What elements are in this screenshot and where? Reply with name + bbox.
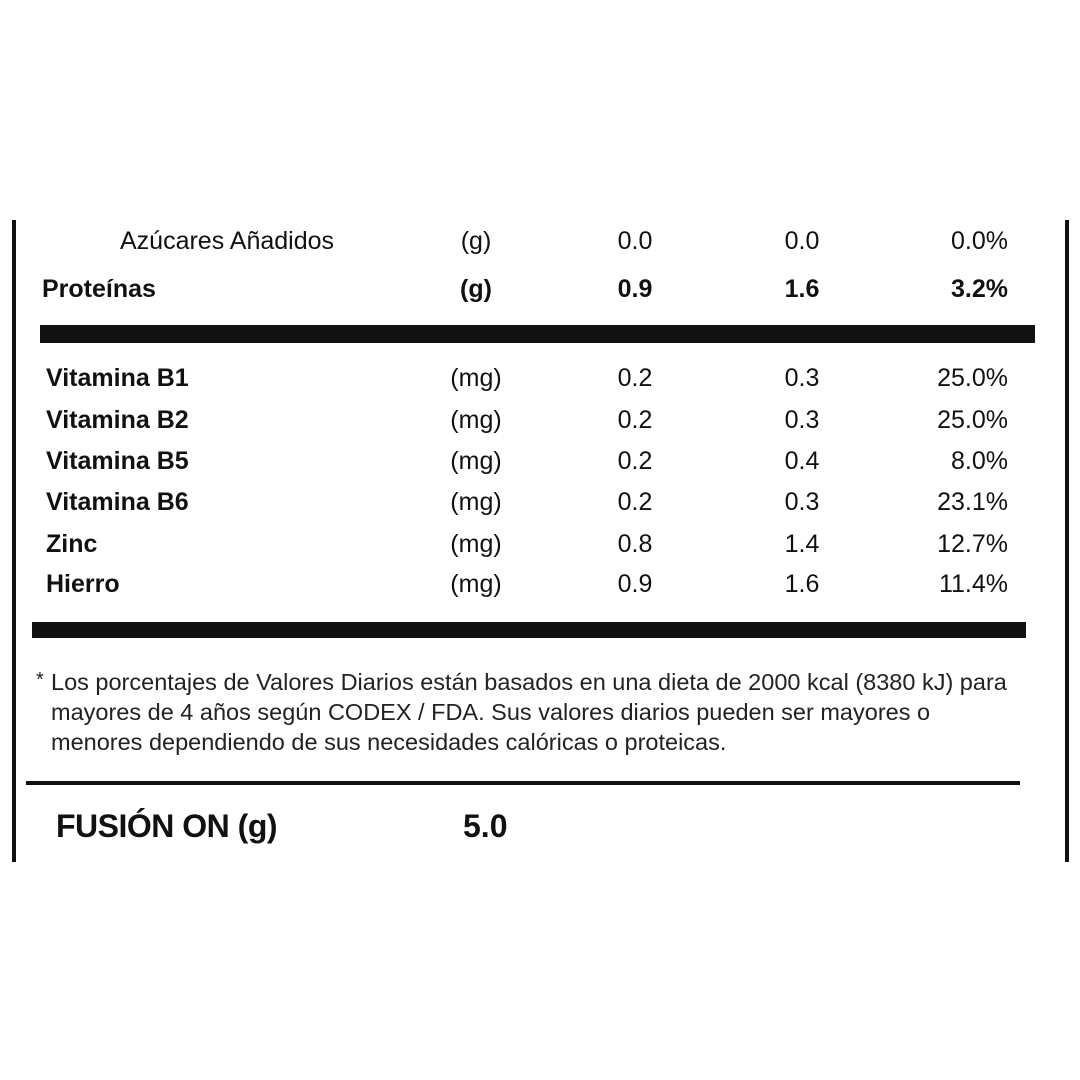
nutrient-unit: (mg)	[450, 447, 502, 475]
nutrient-unit: (g)	[460, 227, 492, 255]
daily-value-percent: 3.2%	[951, 275, 1008, 303]
nutrient-unit: (mg)	[450, 530, 502, 558]
value-col-1: 0.9	[617, 275, 653, 303]
nutrient-unit: (g)	[460, 275, 492, 303]
section-divider-thick	[40, 325, 1035, 343]
nutrient-name: Vitamina B6	[46, 488, 189, 516]
nutrient-unit: (mg)	[450, 488, 502, 516]
value-col-2: 1.4	[784, 530, 820, 558]
nutrient-row-vitamin-b6	[0, 484, 1080, 520]
daily-value-percent: 11.4%	[938, 570, 1008, 598]
section-divider-thin	[26, 781, 1020, 785]
value-col-1: 0.2	[617, 406, 653, 434]
value-col-1: 0.9	[617, 570, 653, 598]
nutrient-unit: (mg)	[450, 364, 502, 392]
value-col-1: 0.2	[617, 364, 653, 392]
nutrient-name: Vitamina B5	[46, 447, 189, 475]
nutrient-name: Vitamina B2	[46, 406, 189, 434]
nutrient-name: Zinc	[46, 530, 98, 558]
nutrient-row-proteins	[0, 271, 1080, 307]
nutrient-name: Vitamina B1	[46, 364, 189, 392]
value-col-2: 0.4	[784, 447, 820, 475]
footnote-text: Los porcentajes de Valores Diarios están basados en una dieta de 2000 kcal (8380 kJ) para mayores de 4 años según CODEX / FDA. Sus valores diarios pueden ser mayores o menores dependiendo de sus necesidades calóricas o proteicas.	[51, 669, 1007, 755]
nutrient-row-zinc	[0, 526, 1080, 562]
value-col-1: 0.2	[617, 488, 653, 516]
value-col-1: 0.8	[617, 530, 653, 558]
value-col-2: 0.3	[784, 406, 820, 434]
daily-value-percent: 25.0%	[937, 364, 1008, 392]
daily-value-percent: 23.1%	[937, 488, 1008, 516]
section-divider-thick	[32, 622, 1026, 638]
value-col-2: 0.0	[784, 227, 820, 255]
nutrient-name: Azúcares Añadidos	[120, 227, 335, 255]
nutrient-unit: (mg)	[450, 570, 502, 598]
fusion-on-label: FUSIÓN ON (g)	[56, 808, 278, 844]
nutrient-row-vitamin-b2	[0, 402, 1080, 438]
daily-value-percent: 0.0%	[951, 227, 1008, 255]
value-col-1: 0.0	[617, 227, 653, 255]
value-col-2: 1.6	[784, 570, 820, 598]
nutrient-row-vitamin-b1	[0, 360, 1080, 396]
nutrient-name: Proteínas	[42, 275, 156, 303]
nutrient-name: Hierro	[46, 570, 120, 598]
value-col-2: 1.6	[784, 275, 820, 303]
value-col-2: 0.3	[784, 364, 820, 392]
nutrient-row-iron	[0, 566, 1080, 602]
daily-values-footnote	[36, 667, 1026, 757]
fusion-on-value: 5.0	[463, 808, 508, 844]
footnote-asterisk: *	[36, 669, 44, 691]
nutrient-row-added-sugars	[0, 223, 1080, 259]
nutrient-unit: (mg)	[450, 406, 502, 434]
daily-value-percent: 12.7%	[937, 530, 1008, 558]
value-col-1: 0.2	[617, 447, 653, 475]
value-col-2: 0.3	[784, 488, 820, 516]
nutrient-row-vitamin-b5	[0, 443, 1080, 479]
daily-value-percent: 25.0%	[937, 406, 1008, 434]
daily-value-percent: 8.0%	[951, 447, 1008, 475]
